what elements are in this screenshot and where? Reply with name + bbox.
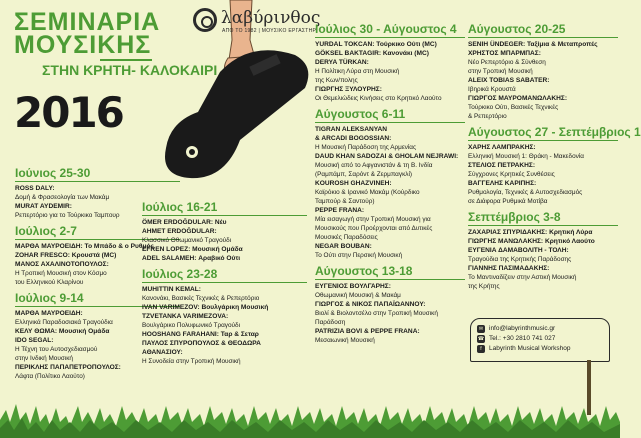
instructor-name: AHMET ERDOĞDULAR:	[142, 228, 217, 235]
seminar-description: της Κρήτης	[468, 283, 500, 290]
section-date-title: Ιούλιος 23-28	[142, 267, 218, 281]
seminar-description: του Ελληνικού Κλαρίνου	[15, 279, 84, 286]
section-divider	[142, 282, 307, 283]
instructor-name: MUHITTIN KEMAL:	[142, 286, 201, 293]
instructor-name: ΒΑΓΓΕΛΗΣ ΚΑΡΙΠΗΣ:	[468, 180, 537, 187]
seminar-description: Η Τροπική Μουσική στον Κόσμο	[15, 270, 107, 277]
brand-name: λαβύρινθος	[221, 8, 321, 28]
section-divider	[468, 225, 618, 226]
instructor-name: PEPPE FRANA:	[315, 207, 365, 214]
seminar-description: Βουλγάρικο Πολυφωνικό Τραγούδι	[142, 322, 241, 329]
seminar-description: Τραγούδια της Κρητικής Παράδοσης	[468, 256, 572, 263]
instructor-name: ΜΑΡΘΑ ΜΑΥΡΟΕΙΔΗ: Το Μπάδο & ο Ρυθμός	[15, 243, 154, 250]
instructor-name: NEGAR BOUBAN:	[315, 243, 372, 250]
seminar-description: Δομή & Φρασεολογία των Μακάμ	[15, 194, 110, 201]
instructor-name: DAUD KHAN SADOZAI & GHOLAM NEJRAWI:	[315, 153, 459, 160]
contact-facebook-text: Labyrinth Musical Workshop	[489, 345, 571, 352]
seminar-description: Ρυθμολογία, Τεχνικές & Αυτοσχεδιασμός	[468, 189, 583, 196]
section-date-title: Ιούλιος 2-7	[15, 224, 77, 238]
section-date-title: Σεπτέμβριος 3-8	[468, 210, 561, 224]
instructor-name: ΜΑΝΟΣ ΑΧΑΛΙΝΟΤΟΠΟΥΛΟΣ:	[15, 261, 109, 268]
section-date-title: Ιούνιος 25-30	[15, 166, 91, 180]
seminar-description: Βιολί & Βιολοντσέλο στην Τροπική Μουσική	[315, 310, 438, 317]
section-divider	[142, 215, 307, 216]
instructor-name: ÖMER ERDOĞDULAR: Νέυ	[142, 219, 227, 226]
seminar-description: Σύγχρονες Κρητικές Συνθέσεις	[468, 171, 555, 178]
column-3	[315, 22, 465, 349]
instructor-name: ΧΑΡΗΣ ΛΑΜΠΡΑΚΗΣ:	[468, 144, 536, 151]
column-4	[468, 22, 641, 295]
seminar-description: Μουσικές Παραδόσεις	[315, 234, 378, 241]
seminar-description: Νέο Ρεπερτόριο & Σύνθεση	[468, 59, 546, 66]
seminar-description: Μουσικούς που Προέρχονται από Δυτικές	[315, 225, 433, 232]
instructor-name: ZOHAR FRESCO: Κρουστά (ΜC)	[15, 252, 117, 259]
seminar-description: & Ρεπερτόριο	[468, 113, 507, 120]
instructor-name: ALEIX TOBIAS SABATER:	[468, 77, 550, 84]
seminar-description: Μεσαιωνική Μουσική	[315, 337, 375, 344]
labyrinth-logo-icon	[193, 8, 217, 32]
instructor-name: GÖKSEL BAKTAGIR: Κανονάκι (ΜC)	[315, 50, 429, 57]
instructor-name: ΓΙΩΡΓΟΣ ΜΑΥΡΟΜΑΝΩΛΑΚΗΣ:	[468, 95, 568, 102]
seminar-description: Το Ούτι στην Περσική Μουσική	[315, 252, 403, 259]
instructor-name: YURDAL TOKCAN: Τούρκικο Ούτι (MC)	[315, 41, 437, 48]
seminar-description: Ελληνικά Παραδοσιακά Τραγούδια	[15, 319, 113, 326]
seminar-description: σε Διάφορα Ρυθμικά Μοτίβα	[468, 198, 548, 205]
contact-sign	[470, 318, 610, 362]
instructor-name: ΠΕΡΙΚΛΗΣ ΠΑΠΑΠΕΤΡΟΠΟΥΛΟΣ:	[15, 364, 121, 371]
instructor-name: SENIH ÜNDEGER: Ταξίμια & Μεταπροπές	[468, 41, 598, 48]
seminar-description: Οι Θεμελιώδεις Κινήσεις στο Κρητικό Λαούτο	[315, 95, 442, 102]
seminar-description: (Ραμπάμπ, Σαρόντ & Ζερμπαγκλί)	[315, 171, 413, 178]
schedule-section	[315, 22, 465, 103]
instructor-name: ΖΑΧΑΡΙΑΣ ΣΠΥΡΙΔΑΚΗΣ: Κρητική Λύρα	[468, 229, 593, 236]
contact-phone-text: Tel.: +30 2810 741 027	[489, 335, 556, 342]
seminar-description: Κλασσικό Θθωμανικό Τραγούδι	[142, 237, 232, 244]
schedule-section	[468, 125, 641, 206]
schedule-section	[142, 200, 307, 263]
section-divider	[15, 181, 180, 182]
instructor-name: ΓΙΑΝΝΗΣ ΠΑΣΙΜΑΔΑΚΗΣ:	[468, 265, 550, 272]
instructor-name: ΓΙΩΡΓΗΣ ΞΥΛΟΥΡΗΣ:	[315, 86, 382, 93]
instructor-name: KOUROSH GHAZVINEH:	[315, 180, 392, 187]
seminar-description: Καϊρόκιο & Ιρανικό Μακάμ (Κούρδικο	[315, 189, 420, 196]
section-date-title: Αύγουστος 13-18	[315, 264, 413, 278]
title-underline	[100, 59, 152, 61]
seminar-description: στην Ινδική Μουσική	[15, 355, 73, 362]
seminar-description: της Κων/πολης	[315, 77, 358, 84]
section-divider	[315, 279, 465, 280]
instructor-name: ROSS DALY:	[15, 185, 55, 192]
seminar-description: Μία εισαγωγή στην Τροπική Μουσική για	[315, 216, 431, 223]
instructor-name: IVAN VARIMEZOV: Βουλγάρικη Μουσική	[142, 304, 269, 311]
section-date-title: Ιούλιος 30 - Αύγουστος 4	[315, 22, 457, 36]
instructor-name: PATRIZIA BOVI & PEPPE FRANA:	[315, 328, 420, 335]
facebook-icon: f	[477, 345, 485, 353]
instructor-name: ΠΑΥΛΟΣ ΣΠΥΡΟΠΟΥΛΟΣ & ΘΕΟΔΩΡΑ	[142, 340, 261, 347]
section-date-title: Ιούλιος 9-14	[15, 291, 84, 305]
year: 2016	[14, 88, 123, 137]
seminar-description: Τούρκικο Ούτι, Βασικές Τεχνικές	[468, 104, 559, 111]
instructor-name: ΕΥΓΕΝΙΟΣ ΒΟΥΛΓΑΡΗΣ:	[315, 283, 391, 290]
title-line-3: ΣΤΗΝ ΚΡΗΤΗ- ΚΑΛΟΚΑΙΡΙ	[42, 62, 218, 78]
instructor-name: ΚΕΛΥ ΘΩΜΑ: Μουσική Ομάδα	[15, 328, 110, 335]
instructor-name: ΜΑΡΘΑ ΜΑΥΡΟΕΙΔΗ:	[15, 310, 83, 317]
seminar-description: Ρεπερτόριο για το Τούρκικο Ταμπουρ	[15, 212, 120, 219]
seminar-description: στην Τροπική Μουσική	[468, 68, 533, 75]
mail-icon: ✉	[478, 326, 484, 332]
seminar-description: Παράδοση	[315, 319, 346, 326]
column-2	[142, 200, 307, 370]
seminar-description: Ελληνική Μουσική 1: Θράκη - Μακεδονία	[468, 153, 584, 160]
instructor-name: DERYA TÜRKAN:	[315, 59, 369, 66]
contact-email-text: info@labyrinthmusic.gr	[489, 325, 556, 332]
instructor-name: ΕΥΓΕΝΙΑ ΔΑΜΑΒΟΛΙΤΗ - ΤΟΛΗ:	[468, 247, 569, 254]
instructor-name: ΑΘΑΝΑΣΙΟΥ:	[142, 349, 183, 356]
seminar-description: Ιβηρικά Κρουστά	[468, 86, 516, 93]
section-date-title: Αύγουστος 20-25	[468, 22, 566, 36]
section-date-title: Αύγουστος 6-11	[315, 107, 406, 121]
instructor-name: IDO SEGAL:	[15, 337, 54, 344]
instructor-name: TIGRAN ALEKSANYAN	[315, 126, 388, 133]
schedule-section	[468, 210, 618, 291]
instructor-name: HOOSHANG FARAHANI: Ταρ & Σεταρ	[142, 331, 259, 338]
seminar-description: Μουσική από το Αφγανιστάν & τη Β. Ινδία	[315, 162, 433, 169]
section-divider	[315, 37, 465, 38]
seminar-description: Η Συνοδεία στην Τροπική Μουσική	[142, 358, 241, 365]
instructor-name: TZVETANKA VARIMEZOVA:	[142, 313, 229, 320]
section-divider	[468, 140, 618, 141]
instructor-name: EFREN LOPEZ: Μουσική Ομάδα	[142, 246, 243, 253]
schedule-section	[468, 22, 618, 121]
seminar-description: Κανονάκι, Βασικές Τεχνικές & Ρεπερτόριο	[142, 295, 260, 302]
seminar-description: Η Τέχνη του Αυτοσχεδιασμού	[15, 346, 98, 353]
section-divider	[468, 37, 618, 38]
section-date-title: Ιούλιος 16-21	[142, 200, 218, 214]
instructor-name: ADEL SALAMEH: Αραβικό Ούτι	[142, 255, 241, 262]
schedule-section	[142, 267, 307, 366]
title-line-1: ΣΕΜΙΝΑΡΙΑ	[14, 8, 161, 36]
grass-border	[0, 400, 620, 438]
schedule-section	[315, 264, 465, 345]
section-date-title: Αύγουστος 27 - Σεπτέμβριος 1	[468, 125, 641, 139]
title-line-2: ΜΟΥΣΙΚΗΣ	[14, 31, 152, 59]
seminar-description: Λάφτα (Πολίτικο Λαούτο)	[15, 373, 85, 380]
instructor-name: MURAT AYDEMIR:	[15, 203, 72, 210]
contact-phone[interactable]	[477, 334, 603, 344]
seminar-description: Η Μουσική Παράδοση της Αρμενίας	[315, 144, 417, 151]
seminar-description: Η Πολίτικη Λύρα στη Μουσική	[315, 68, 400, 75]
section-divider	[315, 122, 465, 123]
phone-icon: ☎	[477, 336, 485, 342]
contact-email[interactable]	[478, 324, 603, 334]
brand-subtitle: ΑΠΟ ΤΟ 1982 | ΜΟΥΣΙΚΟ ΕΡΓΑΣΤΗΡΙ	[222, 28, 318, 34]
instructor-name: ΧΡΗΣΤΟΣ ΜΠΑΡΜΠΑΣ:	[468, 50, 541, 57]
schedule-section	[315, 107, 465, 260]
instructor-name: ΓΙΩΡΓΗΣ ΜΑΝΩΛΑΚΗΣ: Κρητικό Λαούτο	[468, 238, 595, 245]
instructor-name: & ARCADI BOGOSSIAN:	[315, 135, 392, 142]
seminar-description: Το Μαντιναδίζειν στην Αστική Μουσική	[468, 274, 577, 281]
instructor-name: ΣΤΕΛΙΟΣ ΠΕΤΡΑΚΗΣ:	[468, 162, 536, 169]
contact-facebook[interactable]	[480, 344, 603, 354]
seminar-description: Οθωμανική Μουσική & Μακάμ	[315, 292, 401, 299]
seminar-description: Ταμπούρ & Σαντούρ)	[315, 198, 375, 205]
instructor-name: ΓΙΩΡΓΟΣ & ΝΙΚΟΣ ΠΑΠΑΪΩΑΝΝΟΥ:	[315, 301, 426, 308]
